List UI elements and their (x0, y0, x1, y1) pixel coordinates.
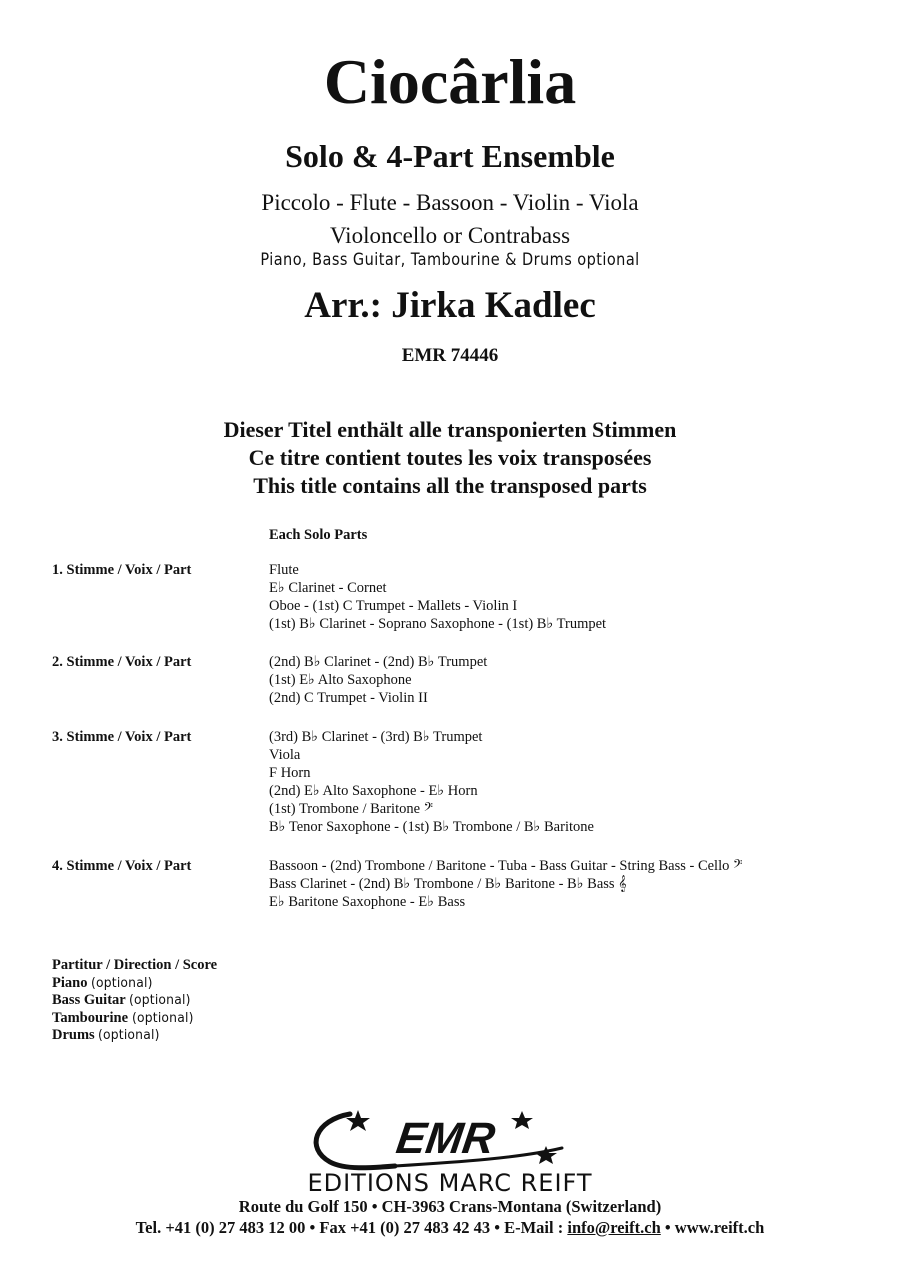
email-link[interactable]: info@reift.ch (567, 1218, 661, 1237)
instrument-line: (2nd) E♭ Alto Saxophone - E♭ Horn (269, 783, 478, 799)
instrument-line: Flute (269, 562, 299, 578)
note-english: This title contains all the transposed parts (253, 473, 647, 498)
optional-instruments-line: Piano, Bass Guitar, Tambourine & Drums optional (260, 250, 640, 269)
instrument-line: (2nd) B♭ Clarinet - (2nd) B♭ Trumpet (269, 654, 488, 670)
instrument-line: (1st) E♭ Alto Saxophone (269, 672, 412, 688)
publisher-address: Route du Golf 150 • CH-3963 Crans-Montana (Switzerland) (238, 1197, 662, 1216)
instrument-line: E♭ Baritone Saxophone - E♭ Bass (269, 894, 466, 910)
emr-logo-text: EMR (393, 1114, 499, 1163)
part-instruments (269, 857, 742, 911)
instrument-line: F Horn (269, 765, 311, 781)
score-label: Partitur / Direction / Score (52, 957, 218, 973)
optional-part (52, 1027, 217, 1045)
part-instruments (269, 561, 606, 633)
optional-part-name: Bass Guitar (52, 992, 126, 1008)
publisher-name: EDITIONS MARC REIFT (307, 1169, 593, 1197)
instrument-line: (1st) Trombone / Baritone 𝄢 (269, 801, 433, 817)
optional-part (52, 992, 217, 1010)
score-and-optional-parts (52, 957, 217, 1045)
publisher-contact (0, 1218, 900, 1238)
score-title: Ciocârlia (323, 46, 577, 117)
optional-part (52, 1010, 217, 1028)
each-solo-parts-heading: Each Solo Parts (269, 527, 368, 543)
instrument-line: (3rd) B♭ Clarinet - (3rd) B♭ Trumpet (269, 729, 483, 745)
part-label: 3. Stimme / Voix / Part (52, 729, 192, 745)
instrument-line: B♭ Tenor Saxophone - (1st) B♭ Trombone / B♭ Baritone (269, 819, 594, 835)
instrument-line: (1st) B♭ Clarinet - Soprano Saxophone - (1st) B♭ Trumpet (269, 616, 607, 632)
optional-note: (optional) (91, 975, 153, 991)
note-german: Dieser Titel enthält alle transponierten Stimmen (223, 417, 677, 442)
optional-note: (optional) (131, 1010, 194, 1026)
note-french: Ce titre contient toutes les voix transposées (248, 445, 652, 470)
instrumentation-line-1: Piccolo - Flute - Bassoon - Violin - Viola (261, 190, 639, 215)
optional-part-name: Drums (52, 1027, 95, 1043)
optional-part-name: Tambourine (52, 1009, 129, 1026)
optional-note: (optional) (98, 1028, 160, 1043)
tel-fax: Tel. +41 (0) 27 483 12 00 • Fax +41 (0) 27 483 42 43 • E-Mail : (135, 1218, 568, 1237)
arranger: Arr.: Jirka Kadlec (304, 285, 596, 326)
instrument-line: Viola (269, 747, 301, 763)
part-label: 1. Stimme / Voix / Part (52, 562, 192, 578)
instrument-line: Oboe - (1st) C Trumpet - Mallets - Violin I (269, 598, 518, 614)
instrumentation-line-2: Violoncello or Contrabass (329, 223, 571, 248)
optional-part-name: Piano (52, 974, 88, 991)
optional-note: (optional) (129, 993, 191, 1008)
instrument-line: (2nd) C Trumpet - Violin II (269, 690, 428, 706)
instrument-line: Bassoon - (2nd) Trombone / Baritone - Tuba - Bass Guitar - String Bass - Cello 𝄢 (269, 858, 743, 874)
catalog-number: EMR 74446 (401, 345, 499, 366)
score-subtitle: Solo & 4-Part Ensemble (285, 138, 615, 174)
part-label: 4. Stimme / Voix / Part (52, 858, 192, 874)
part-instruments (269, 653, 487, 707)
part-label: 2. Stimme / Voix / Part (52, 654, 192, 670)
website[interactable]: • www.reift.ch (660, 1218, 765, 1237)
instrument-line: E♭ Clarinet - Cornet (269, 580, 387, 596)
instrument-line: Bass Clarinet - (2nd) B♭ Trombone / B♭ Baritone - B♭ Bass 𝄞 (269, 876, 627, 892)
part-instruments (269, 728, 594, 836)
optional-part (52, 975, 217, 993)
